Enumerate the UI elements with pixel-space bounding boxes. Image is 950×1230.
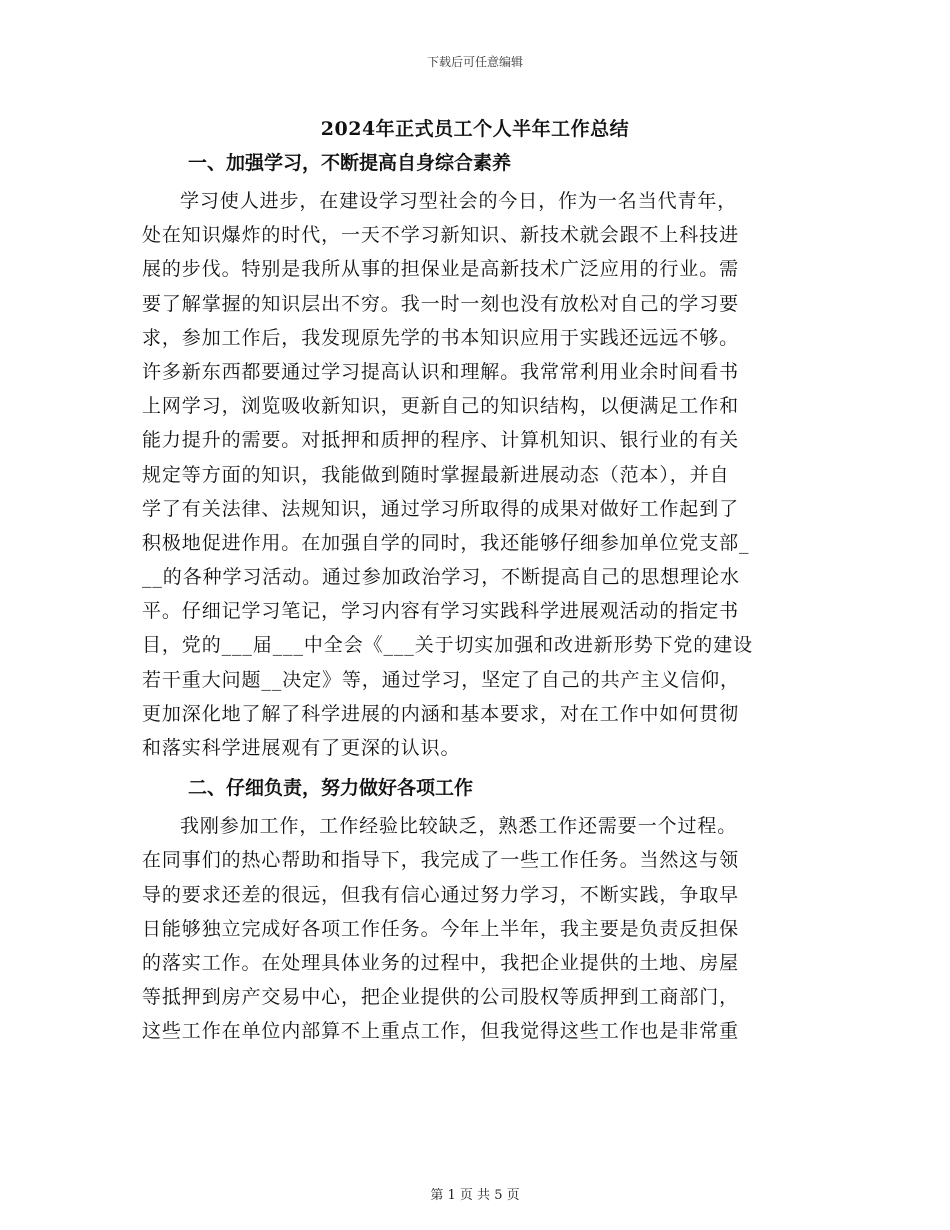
paragraph-line: 等抵押到房产交易中心，把企业提供的公司股权等质押到工商部门， [142,986,740,1009]
paragraph-line: 上网学习，浏览吸收新知识，更新自己的知识结构，以便满足工作和 [142,395,740,418]
section-heading: 一、加强学习，不断提高自身综合素养 [188,152,512,174]
paragraph-line: 平。仔细记学习笔记，学习内容有学习实践科学进展观活动的指定书 [142,600,740,623]
paragraph-line: 处在知识爆炸的时代，一天不学习新知识、新技术就会跟不上科技进 [142,224,740,247]
paragraph-line: __的各种学习活动。通过参加政治学习，不断提高自己的思想理论水 [142,566,740,589]
document-title: 2024年正式员工个人半年工作总结 [320,118,630,140]
header-note: 下载后可任意编辑 [426,55,523,69]
document-body [142,148,802,1049]
paragraph-line: 学了有关法律、法规知识，通过学习所取得的成果对做好工作起到了 [142,497,740,520]
paragraph-line: 若干重大问题__决定》等，通过学习，坚定了自己的共产主义信仰， [142,668,740,691]
paragraph-line: 积极地促进作用。在加强自学的同时，我还能够仔细参加单位党支部_ [142,531,750,554]
paragraph-line: 目，党的___届___中全会《___关于切实加强和改进新形势下党的建设 [142,634,754,657]
paragraph-line: 更加深化地了解了科学进展的内涵和基本要求，对在工作中如何贯彻 [142,702,740,725]
paragraph-line: 导的要求还差的很远，但我有信心通过努力学习，不断实践，争取早 [142,883,740,906]
paragraph-line: 要了解掌握的知识层出不穷。我一时一刻也没有放松对自己的学习要 [142,292,740,315]
section-paragraph [142,184,802,765]
paragraph-line: 求，参加工作后，我发现原先学的书本知识应用于实践还远远不够。 [142,326,740,349]
section-paragraph [142,809,802,1048]
paragraph-line: 学习使人进步，在建设学习型社会的今日，作为一名当代青年， [180,190,738,212]
paragraph-line: 能力提升的需要。对抵押和质押的程序、计算机知识、银行业的有关 [142,429,740,452]
paragraph-line: 在同事们的热心帮助和指导下，我完成了一些工作任务。当然这与领 [142,849,740,872]
page-number: 第 1 页 共 5 页 [430,1188,520,1203]
paragraph-line: 日能够独立完成好各项工作任务。今年上半年，我主要是负责反担保 [142,917,740,940]
paragraph-line: 许多新东西都要通过学习提高认识和理解。我常常利用业余时间看书 [142,360,740,383]
paragraph-line: 这些工作在单位内部算不上重点工作，但我觉得这些工作也是非常重 [142,1020,740,1043]
paragraph-line: 规定等方面的知识，我能做到随时掌握最新进展动态（范本），并自 [142,463,730,486]
paragraph-line: 的落实工作。在处理具体业务的过程中，我把企业提供的土地、房屋 [142,951,740,974]
paragraph-line: 我刚参加工作，工作经验比较缺乏，熟悉工作还需要一个过程。 [180,815,738,838]
section-heading: 二、仔细负责，努力做好各项工作 [188,777,474,800]
paragraph-line: 展的步伐。特别是我所从事的担保业是高新技术广泛应用的行业。需 [142,258,740,281]
paragraph-line: 和落实科学进展观有了更深的认识。 [142,737,461,759]
